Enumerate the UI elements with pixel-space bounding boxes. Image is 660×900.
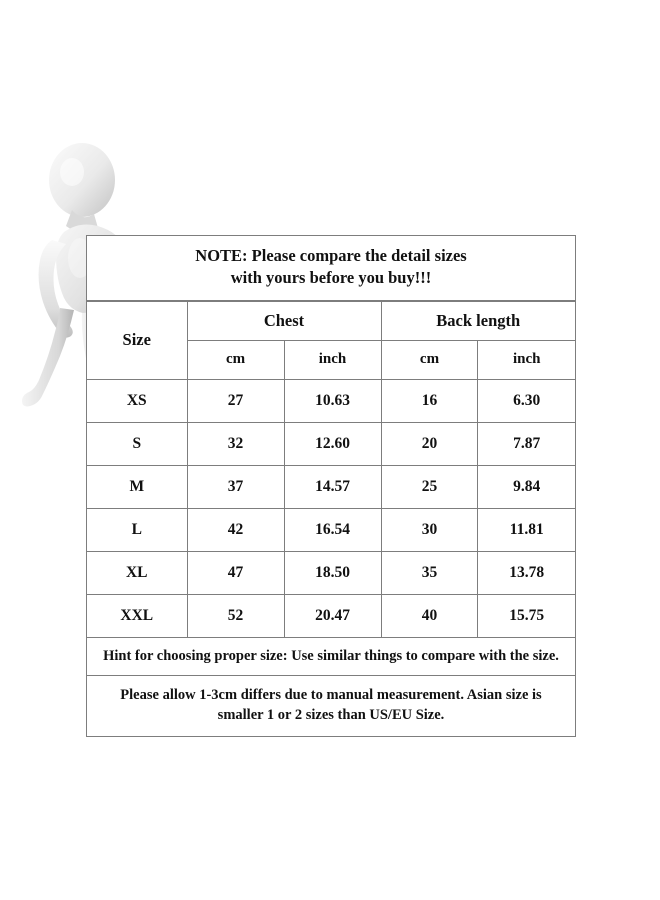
footnote-tolerance: Please allow 1-3cm differs due to manual measurement. Asian size is smaller 1 or 2 sizes than US/EU Size. bbox=[87, 675, 575, 737]
cell-size: L bbox=[87, 508, 187, 551]
cell-chest-inch: 16.54 bbox=[284, 508, 381, 551]
cell-back-cm: 30 bbox=[381, 508, 478, 551]
table-row bbox=[87, 465, 575, 508]
measurements-table bbox=[87, 301, 575, 637]
cell-back-inch: 11.81 bbox=[478, 508, 575, 551]
header-back-length: Back length bbox=[381, 301, 575, 340]
cell-chest-inch: 18.50 bbox=[284, 551, 381, 594]
cell-chest-cm: 27 bbox=[187, 379, 284, 422]
cell-size: XS bbox=[87, 379, 187, 422]
header-chest: Chest bbox=[187, 301, 381, 340]
cell-size: XXL bbox=[87, 594, 187, 637]
cell-chest-inch: 10.63 bbox=[284, 379, 381, 422]
cell-chest-cm: 47 bbox=[187, 551, 284, 594]
footnote-hint: Hint for choosing proper size: Use similar things to compare with the size. bbox=[87, 637, 575, 675]
header-chest-cm: cm bbox=[187, 340, 284, 379]
cell-back-cm: 40 bbox=[381, 594, 478, 637]
cell-back-inch: 7.87 bbox=[478, 422, 575, 465]
chart-note bbox=[87, 236, 575, 301]
cell-back-cm: 16 bbox=[381, 379, 478, 422]
table-row bbox=[87, 508, 575, 551]
cell-back-inch: 13.78 bbox=[478, 551, 575, 594]
cell-chest-inch: 12.60 bbox=[284, 422, 381, 465]
chart-note-line-2: with yours before you buy!!! bbox=[230, 268, 432, 288]
table-row bbox=[87, 551, 575, 594]
table-row bbox=[87, 379, 575, 422]
table-header-row-groups bbox=[87, 301, 575, 340]
cell-back-cm: 25 bbox=[381, 465, 478, 508]
table-row bbox=[87, 594, 575, 637]
cell-chest-cm: 42 bbox=[187, 508, 284, 551]
cell-back-inch: 6.30 bbox=[478, 379, 575, 422]
cell-back-cm: 20 bbox=[381, 422, 478, 465]
cell-chest-inch: 20.47 bbox=[284, 594, 381, 637]
header-size: Size bbox=[87, 301, 187, 379]
cell-back-cm: 35 bbox=[381, 551, 478, 594]
cell-size: M bbox=[87, 465, 187, 508]
cell-size: XL bbox=[87, 551, 187, 594]
size-chart bbox=[86, 235, 576, 737]
cell-back-inch: 9.84 bbox=[478, 465, 575, 508]
chart-note-line-1: NOTE: Please compare the detail sizes bbox=[195, 246, 467, 265]
table-row bbox=[87, 422, 575, 465]
cell-size: S bbox=[87, 422, 187, 465]
header-back-inch: inch bbox=[478, 340, 575, 379]
cell-chest-cm: 37 bbox=[187, 465, 284, 508]
cell-chest-cm: 32 bbox=[187, 422, 284, 465]
cell-chest-cm: 52 bbox=[187, 594, 284, 637]
cell-back-inch: 15.75 bbox=[478, 594, 575, 637]
header-back-cm: cm bbox=[381, 340, 478, 379]
header-chest-inch: inch bbox=[284, 340, 381, 379]
cell-chest-inch: 14.57 bbox=[284, 465, 381, 508]
